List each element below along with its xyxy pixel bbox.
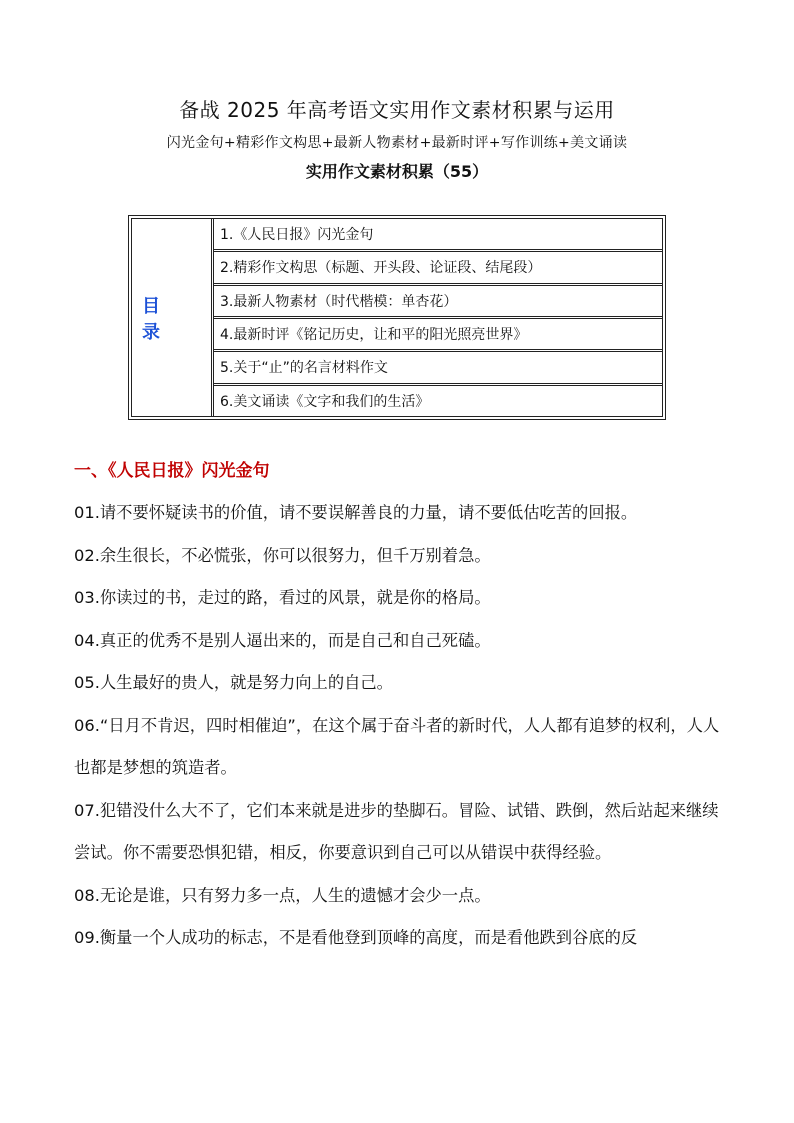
document-title: 备战 2025 年高考语文实用作文素材积累与运用	[179, 98, 615, 122]
quote-list	[74, 492, 726, 960]
toc-item: 6.美文诵读《文字和我们的生活》	[220, 393, 430, 410]
toc-item: 1.《人民日报》闪光金句	[214, 219, 662, 252]
table-of-contents	[128, 215, 666, 420]
quote-item: 09.衡量一个人成功的标志，不是看他登到顶峰的高度，而是看他跌到谷底的反	[74, 928, 638, 947]
toc-items	[214, 219, 662, 416]
toc-item: 4.最新时评《铭记历史，让和平的阳光照亮世界》	[214, 319, 662, 352]
quote-item: 04.真正的优秀不是别人逼出来的，而是自己和自己死磕。	[74, 630, 491, 650]
toc-item: 5.关于“止”的名言材料作文	[214, 352, 662, 385]
quote-item: 05.人生最好的贵人，就是努力向上的自己。	[74, 673, 393, 692]
quote-item: 08.无论是谁，只有努力多一点，人生的遗憾才会少一点。	[74, 885, 491, 905]
section-heading: 一、《人民日报》闪光金句	[74, 461, 270, 481]
issue-title: 实用作文素材积累（55）	[305, 162, 489, 181]
quote-item: 06.“日月不肯迟，四时相催迫”，在这个属于奋斗者的新时代，人人都有追梦的权利，人人也都是梦想的筑造者。	[74, 715, 720, 777]
quote-item: 01.请不要怀疑读书的价值，请不要误解善良的力量，请不要低估吃苦的回报。	[74, 503, 638, 522]
toc-item: 2.精彩作文构思（标题、开头段、论证段、结尾段）	[214, 252, 662, 285]
toc-label: 目 录	[132, 219, 214, 416]
quote-item: 02.余生很长，不必慌张，你可以很努力，但千万别着急。	[74, 545, 491, 565]
quote-item: 07.犯错没什么大不了，它们本来就是进步的垫脚石。冒险、试错、跌倒，然后站起来继续尝试。你不需要恐惧犯错，相反，你要意识到自己可以从错误中获得经验。	[74, 800, 719, 862]
toc-item: 3.最新人物素材（时代楷模：单杏花）	[214, 286, 662, 319]
quote-item: 03.你读过的书，走过的路，看过的风景，就是你的格局。	[74, 588, 491, 607]
document-subtitle: 闪光金句+精彩作文构思+最新人物素材+最新时评+写作训练+美文诵读	[166, 135, 628, 151]
